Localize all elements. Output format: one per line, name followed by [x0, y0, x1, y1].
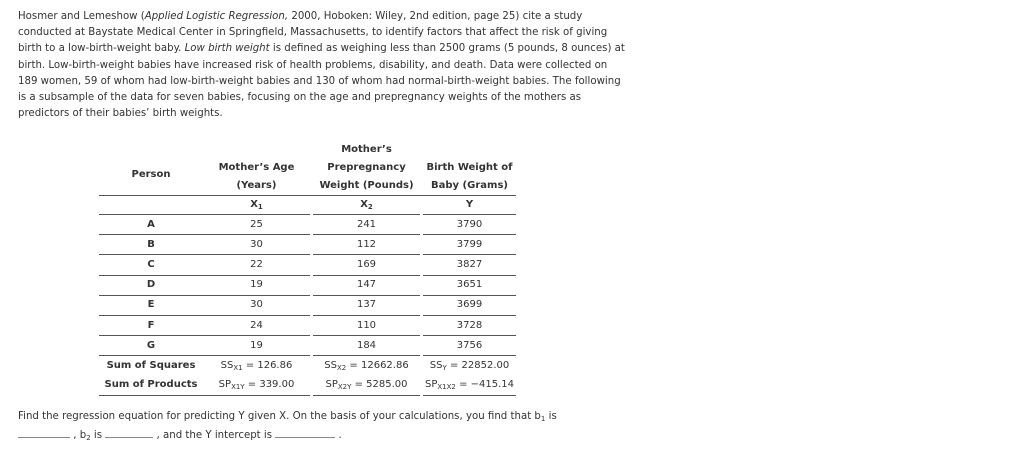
birth-weight-cell: 3728	[423, 315, 516, 335]
col-header-birth-unit: Baby (Grams)	[431, 180, 508, 191]
sum-of-products-row	[99, 376, 516, 396]
table-row	[99, 235, 516, 255]
person-cell: E	[99, 295, 203, 315]
problem-text	[18, 9, 628, 122]
book-title: Applied Logistic Regression,	[144, 11, 289, 22]
intro-text: is defined as weighing less than 2500 grams (5 pounds, 8 ounces) at birth. Low-birth-weight babies have increased risk of health problems, disability, and death. Data were collected on 189 women, 59 of whom had low-birth-weight babies and 130 of whom had normal-birth-weight babies. The following is a subsample of the data for seven babies, focusing on the age and prepregnancy weights of the mothers as predictors of their babies’ birth weights.	[18, 43, 625, 120]
intro-text: 2000, Hoboken: Wiley, 2nd edition, page 25) cite a study conducted at Baystate Medical Center in Springfield, Massachusetts, to identify factors that affect the risk of giving birth to a low-birth-weight baby.	[18, 11, 608, 55]
age-cell: 24	[203, 315, 310, 335]
sum-squares-label: Sum of Squares	[106, 359, 196, 371]
data-table	[99, 141, 516, 396]
intercept-answer-blank[interactable]	[275, 426, 335, 438]
intro-text: Hosmer and Lemeshow (	[18, 11, 145, 22]
table-row	[99, 336, 516, 356]
ss-y: $SS_Y = 22852.00$	[429, 359, 510, 372]
col-header-age: Mother’s Age	[218, 162, 295, 173]
sp-x1x2: $SP_{X1X2} = -415.14$	[423, 376, 516, 396]
person-cell: A	[99, 215, 203, 235]
weight-cell: 137	[313, 295, 420, 315]
age-cell: 22	[203, 255, 310, 275]
ss-x1: $SS_{X1} = 126.86$	[220, 359, 293, 372]
defined-term: Low birth weight	[184, 43, 270, 55]
question: Find the regression equation for predicting Y given X. On the basis of your calculations, you find that $b_1$ is , $b_2$ is , and the Y intercept is .	[18, 411, 557, 442]
var-x1: $X_1$	[203, 196, 310, 215]
variable-row	[99, 196, 516, 215]
birth-weight-cell: 3699	[423, 295, 516, 315]
var-x2: $X_2$	[313, 196, 420, 215]
ss-x2: $SS_{X2} = 12662.86$	[324, 359, 409, 372]
age-cell: 30	[203, 235, 310, 255]
person-cell: F	[99, 315, 203, 335]
col-header-birth: Birth Weight of	[426, 162, 513, 173]
age-cell: 19	[203, 336, 310, 356]
table-row	[99, 315, 516, 335]
person-cell: B	[99, 235, 203, 255]
var-y: Y	[423, 196, 516, 215]
col-header-weight-unit: Weight (Pounds)	[319, 180, 414, 191]
col-header-person: Person	[131, 169, 171, 180]
weight-cell: 112	[313, 235, 420, 255]
person-cell: C	[99, 255, 203, 275]
birth-weight-cell: 3651	[423, 275, 516, 295]
weight-cell: 169	[313, 255, 420, 275]
b2-answer-blank[interactable]	[105, 426, 153, 438]
birth-weight-cell: 3827	[423, 255, 516, 275]
birth-weight-cell: 3799	[423, 235, 516, 255]
weight-cell: 110	[313, 315, 420, 335]
table-row	[99, 255, 516, 275]
age-cell: 30	[203, 295, 310, 315]
question-text: Find the regression equation for predicting Y given X. On the basis of your calculations, you find that b	[18, 411, 541, 422]
table-row	[99, 295, 516, 315]
sum-of-squares-row	[99, 356, 516, 376]
birth-weight-cell: 3790	[423, 215, 516, 235]
birth-weight-cell: 3756	[423, 336, 516, 356]
age-cell: 19	[203, 275, 310, 295]
b1-answer-blank[interactable]	[18, 426, 70, 438]
sp-x2y: $SP_{X2Y} = 5285.00$	[313, 376, 420, 396]
header-row-1	[99, 141, 516, 177]
weight-cell: 241	[313, 215, 420, 235]
weight-cell: 184	[313, 336, 420, 356]
table-row	[99, 215, 516, 235]
sp-x1y: $SP_{X1Y} = 339.00$	[203, 376, 310, 396]
age-cell: 25	[203, 215, 310, 235]
person-cell: G	[99, 336, 203, 356]
col-header-age-unit: (Years)	[236, 180, 277, 191]
sum-products-label: Sum of Products	[99, 376, 203, 396]
person-cell: D	[99, 275, 203, 295]
weight-cell: 147	[313, 275, 420, 295]
col-header-weight: Mother’s Prepregnancy	[327, 144, 406, 173]
table-row	[99, 275, 516, 295]
